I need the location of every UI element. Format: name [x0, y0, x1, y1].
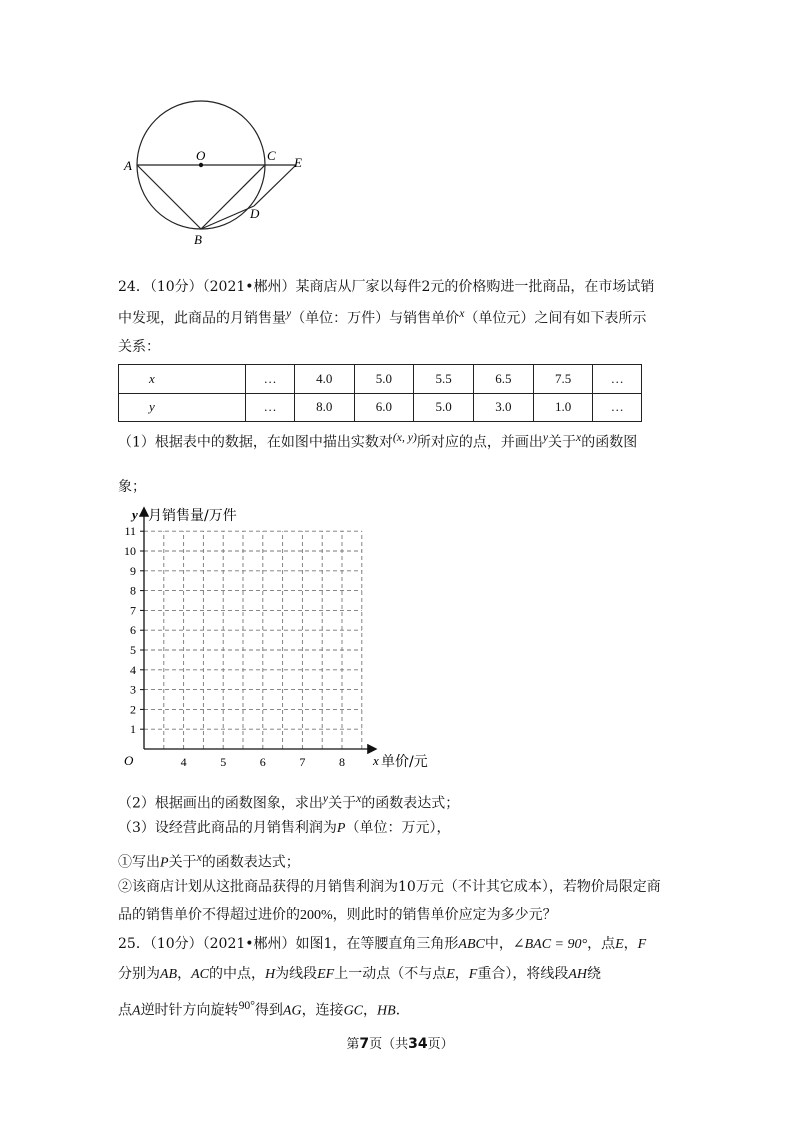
q25-text: ， [177, 966, 192, 982]
q25-text: 逆时针方向旋转 [140, 1002, 239, 1019]
q24-part1 [118, 428, 637, 453]
x-tick-label: 7 [299, 755, 306, 769]
q25-text: 得到 [254, 1002, 283, 1019]
table-cell: 5.0 [414, 393, 474, 422]
q24-part1-c: 关于 [548, 434, 577, 451]
label-c: C [267, 148, 276, 163]
table-cell: x [119, 365, 246, 394]
table-cell: 4.0 [294, 365, 354, 394]
x-tick-label: 8 [339, 755, 345, 769]
table-cell: 6.0 [354, 393, 414, 422]
q25-text: 的中点， [209, 966, 265, 982]
table-cell: 5.0 [354, 365, 414, 394]
x-axis-var: x [373, 753, 379, 768]
q25-line1-d: ， [623, 936, 638, 952]
q25-text: ，连接 [301, 1002, 344, 1019]
footer-pre: 第 [346, 1037, 360, 1052]
point-f: F [468, 967, 478, 982]
y-tick-label: 5 [130, 643, 136, 657]
y-tick-label: 3 [130, 682, 136, 697]
q25-text: 重合），将线段 [477, 966, 569, 982]
table-cell: 8.0 [294, 393, 354, 422]
q24-part2-c: 的函数表达式； [361, 795, 460, 812]
q24-line1: 24．（10分）（2021•郴州）某商店从厂家以每件2元的价格购进一批商品，在市场试销 [118, 279, 655, 295]
q25-text: 绕 [587, 966, 602, 982]
angle-90: 90° [238, 999, 255, 1012]
q24-sub2-line1: ②该商店计划从这批商品获得的月销售利润为10万元（不计其它成本），若物价局限定商 [118, 879, 661, 895]
table-cell: … [593, 393, 642, 422]
var-p: P [336, 821, 346, 836]
x-tick-label: 4 [180, 755, 187, 769]
point-e: E [446, 967, 455, 982]
center-point-o [199, 163, 203, 167]
q24-line2-b: （单位：万件）与销售单价 [291, 310, 460, 327]
label-e: E [294, 155, 302, 170]
point-h: H [265, 967, 276, 982]
var-x: x [459, 307, 465, 320]
segment-de [254, 165, 296, 206]
segment-ah-label: AH [568, 967, 588, 982]
q24-part1-a: （1）根据表中的数据，在如图中描出实数对 [118, 434, 393, 451]
var-p: P [160, 855, 169, 871]
segment-hb-label: HB [377, 1003, 396, 1019]
q24-part3-a: （3）设经营此商品的月销售利润为 [118, 820, 337, 836]
q25-line3 [118, 996, 410, 1022]
x-tick-label: 6 [259, 755, 266, 769]
y-tick-label: 11 [124, 524, 136, 539]
label-d: D [250, 206, 260, 221]
q25-line2 [118, 964, 601, 985]
q24-line2 [118, 304, 646, 329]
segment-ac-label: AC [191, 967, 209, 982]
table-cell: 5.5 [414, 365, 474, 394]
segment-ab [137, 165, 201, 229]
q24-line3: 关系： [118, 339, 160, 355]
point-a: A [132, 1003, 141, 1019]
var-x: x [576, 431, 582, 444]
pair-xy: (x, y) [392, 431, 417, 444]
footer-mid: 页（共 [369, 1037, 409, 1052]
footer-page: 7 [359, 1036, 370, 1052]
table-cell: 1.0 [533, 393, 593, 422]
y-axis-label: 月销售量/万件 [148, 508, 237, 524]
q25-text: 点 [118, 1002, 132, 1019]
table-cell: … [246, 365, 294, 394]
label-a: A [124, 158, 132, 173]
footer-post: 页） [427, 1037, 454, 1052]
q24-part3 [118, 818, 450, 839]
q24-sub1 [118, 848, 300, 874]
q24-part1-d: 的函数图 [581, 434, 638, 451]
y-tick-label: 9 [130, 563, 136, 578]
q24-line2-c: （单位元）之间有如下表所示 [464, 310, 647, 327]
y-tick-label: 1 [130, 722, 136, 737]
origin-label: O [124, 753, 134, 768]
y-tick-label: 10 [124, 544, 136, 558]
table-cell: 6.5 [473, 365, 533, 394]
q25-line1-a: 25．（10分）（2021•郴州）如图1，在等腰直角三角形 [118, 936, 459, 952]
point-e: E [615, 937, 624, 952]
blank-coordinate-grid [110, 503, 440, 778]
q24-part3-b: （单位：万元）， [345, 820, 451, 836]
table-row-x [119, 365, 642, 394]
footer-total: 34 [408, 1036, 428, 1052]
q25-text: ． [395, 1002, 410, 1019]
q24-sub2-line2 [118, 905, 557, 926]
segment-gc-label: GC [343, 1003, 364, 1019]
angle-bac: ∠BAC = 90° [512, 937, 588, 952]
xy-data-table [118, 364, 642, 422]
page-footer [0, 1033, 800, 1052]
q25-text: 分别为 [118, 966, 160, 982]
q24-sub1-b: 关于 [168, 854, 197, 871]
q24-part2-b: 关于 [328, 795, 357, 812]
q24-sub1-c: 的函数表达式； [201, 854, 300, 871]
q24-sub2-a: 品的销售单价不得超过进价的 [118, 907, 300, 923]
table-cell: y [119, 393, 246, 422]
table-cell: … [593, 365, 642, 394]
var-y: y [286, 307, 292, 320]
y-tick-label: 8 [130, 583, 136, 598]
percent-200: 200% [300, 908, 333, 923]
var-x: x [356, 792, 362, 805]
q25-line1 [118, 934, 646, 955]
y-axis-var: y [132, 507, 138, 522]
y-tick-label: 6 [130, 623, 136, 638]
circle-geometry-figure [110, 85, 320, 255]
q24-part2-a: （2）根据画出的函数图象，求出 [118, 795, 323, 812]
q25-text: 为线段 [275, 966, 318, 982]
y-tick-label: 2 [130, 702, 136, 717]
table-cell: … [246, 393, 294, 422]
y-tick-label: 7 [130, 603, 136, 618]
table-row-y [119, 393, 642, 422]
q24-line2-a: 中发现，此商品的月销售量 [118, 310, 286, 327]
label-o: O [196, 148, 206, 163]
q25-text: 上一动点（不与点 [334, 966, 447, 982]
var-x: x [196, 851, 202, 864]
segment-ef-label: EF [317, 967, 335, 982]
var-y: y [542, 431, 549, 444]
segment-ag-label: AG [282, 1003, 302, 1019]
q25-text: ， [454, 966, 469, 982]
q25-line1-b: 中， [484, 936, 513, 952]
segment-bd [201, 206, 254, 229]
q24-sub2-b: ，则此时的销售单价应定为多少元？ [332, 907, 557, 923]
var-y: y [322, 792, 329, 805]
q24-part1-b: 所对应的点，并画出 [416, 434, 543, 451]
triangle-abc: ABC [458, 937, 485, 952]
point-f: F [637, 937, 647, 952]
x-axis-label: 单价/元 [381, 754, 428, 770]
x-tick-label: 5 [220, 755, 227, 769]
y-tick-label: 4 [130, 662, 136, 677]
q24-sub1-a: ①写出 [118, 854, 160, 871]
table-cell: 3.0 [473, 393, 533, 422]
q25-text: ， [363, 1002, 378, 1019]
label-b: B [194, 232, 202, 247]
q24-part2 [118, 789, 459, 814]
table-cell: 7.5 [533, 365, 593, 394]
q24-part1-cont: 象； [118, 479, 146, 495]
segment-ab-label: AB [160, 967, 178, 982]
q25-line1-c: ，点 [587, 936, 616, 952]
